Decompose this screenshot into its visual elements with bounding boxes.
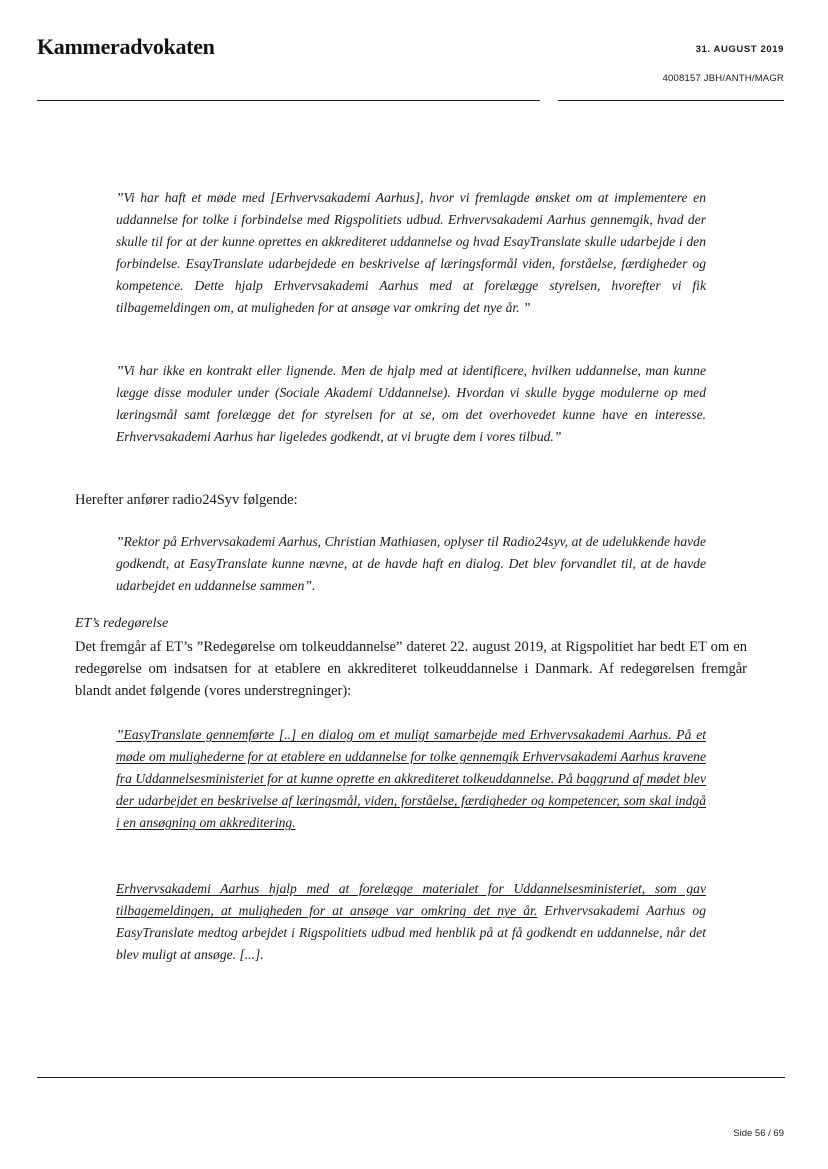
brand-logo-text: Kammeradvokaten (37, 34, 215, 59)
document-date: 31. AUGUST 2019 (695, 44, 784, 55)
quote-block-4 (116, 724, 706, 834)
quote-5-underlined-text: Erhvervsakademi Aarhus hjalp med at forelægge materialet for Uddannelsesministeriet, som gav tilbagemeldingen, at muligheden for at ansøge var omkring det nye år. (116, 881, 706, 918)
page-number: Side 56 / 69 (733, 1128, 784, 1139)
quote-4-underlined-text: ”EasyTranslate gennemførte [..] en dialog om et muligt samarbejde med Erhvervsakademi Aarhus. På et møde om mulighederne for at etablere en uddannelse for tolke gennemgik Erhvervsakademi Aarhus kravene fra Uddannelsesministeriet for at kunne oprette en akkrediteret tolkeuddannelse. På baggrund af mødet blev der udarbejdet en beskrivelse af læringsmål, viden, forståelse, færdigheder og kompetencer, som skal indgå i en ansøgning om akkreditering. (116, 727, 706, 830)
quote-block-2: ”Vi har ikke en kontrakt eller lignende. Men de hjalp med at identificere, hvilken uddannelse, man kunne lægge disse moduler under (Sociale Akademi Uddannelse). Hvordan vi skulle bygge modulerne op med læringsmål samt forelægge det for styrelsen for at se, om det overhovedet kunne have en interesse. Erhvervsakademi Aarhus har ligeledes godkendt, at vi brugte dem i vores tilbud.” (116, 363, 706, 444)
header-rule-left (37, 100, 540, 101)
footer-rule (37, 1077, 785, 1078)
section-heading: ET’s redegørelse (75, 616, 169, 631)
quote-5-rest-text: Erhvervsakademi Aarhus og EasyTranslate medtog arbejdet i Rigspolitiets udbud med henblik på at få godkendt en uddannelse, når det blev muligt at ansøge. [...]. (116, 903, 706, 962)
header-rule-right (558, 100, 784, 101)
section-paragraph: Det fremgår af ET’s ”Redegørelse om tolkeuddannelse” dateret 22. august 2019, at Rigspolitiet har bedt ET om en redegørelse om indsatsen for at etablere en akkrediteret tolkeuddannelse i Danmark. Af redegørelsen fremgår blandt andet følgende (vores understregninger): (75, 639, 747, 699)
quote-block-1: ”Vi har haft et møde med [Erhvervsakademi Aarhus], hvor vi fremlagde ønsket om at implementere en uddannelse for tolke i forbindelse med Rigspolitiets udbud. Erhvervsakademi Aarhus gennemgik, hvad der skulle til for at der kunne oprettes en akkrediteret uddannelse og hvad EsayTranslate skulle udarbejde i den forbindelse. EsayTranslate udarbejdede en beskrivelse af læringsformål viden, forståelse, færdigheder og kompetence. Dette hjalp Erhvervsakademi Aarhus med at forelægge styrelsen, hvorefter vi fik tilbagemeldingen om, at muligheden for at ansøge var omkring det nye år. ” (116, 190, 706, 315)
radio-intro-text: Herefter anfører radio24Syv følgende: (75, 492, 298, 508)
quote-block-5 (116, 878, 706, 966)
quote-block-3: ”Rektor på Erhvervsakademi Aarhus, Christian Mathiasen, oplyser til Radio24syv, at de udelukkende havde godkendt, at EasyTranslate kunne nævne, at de havde haft en dialog. Det blev forvandlet til, at de havde udarbejdet en uddannelse sammen”. (116, 534, 706, 593)
document-reference: 4008157 JBH/ANTH/MAGR (662, 73, 784, 84)
